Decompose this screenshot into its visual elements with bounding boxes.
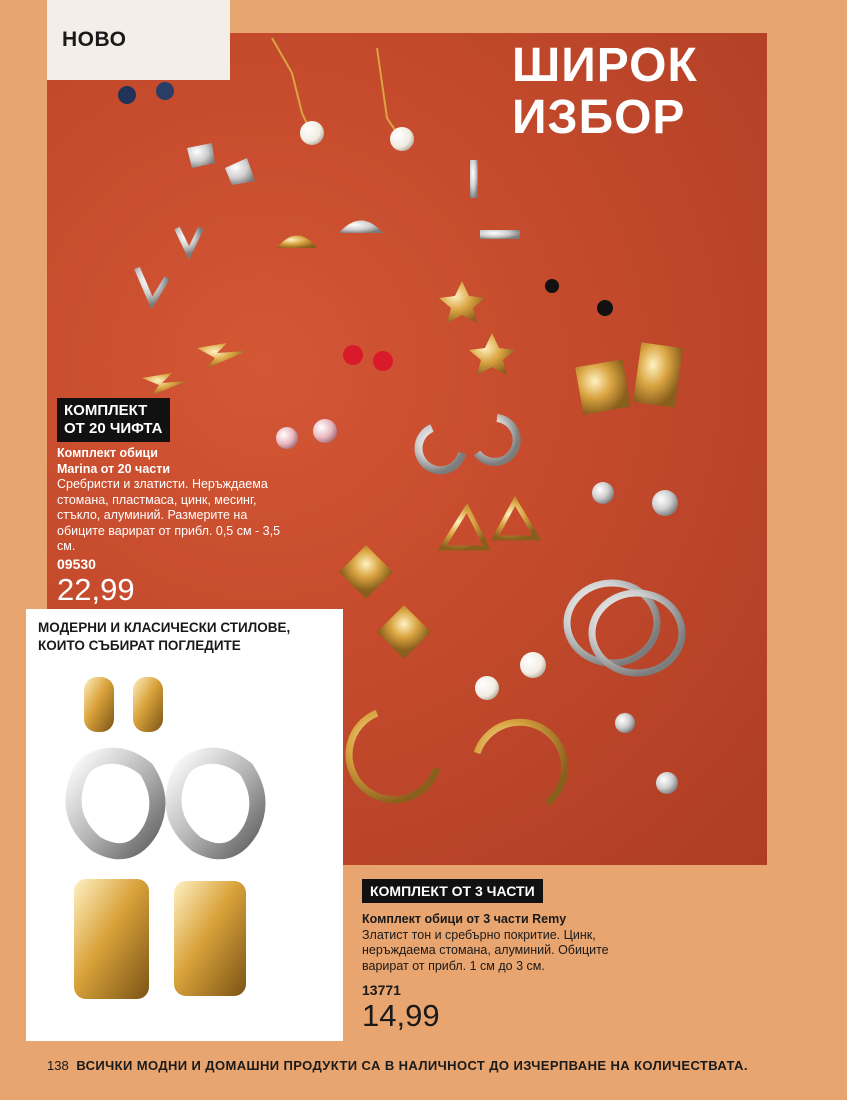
set20-tag-line2: ОТ 20 ЧИФТА xyxy=(64,420,163,437)
set3-name: Комплект обици от 3 части Remy xyxy=(362,912,567,926)
set3-price: 14,99 xyxy=(362,998,440,1033)
set20-name-line2: Marina от 20 части xyxy=(57,461,171,476)
set3-panel xyxy=(26,609,343,1041)
footer xyxy=(47,1058,748,1073)
new-badge: НОВО xyxy=(47,0,230,80)
set3-illustration xyxy=(26,609,343,1041)
headline xyxy=(512,40,698,144)
set20-name-line1: Комплект обици xyxy=(57,446,158,460)
panel-title-line2: КОИТО СЪБИРАТ ПОГЛЕДИТЕ xyxy=(38,638,241,653)
availability-notice: ВСИЧКИ МОДНИ И ДОМАШНИ ПРОДУКТИ СА В НАЛИЧНОСТ ДО ИЗЧЕРПВАНЕ НА КОЛИЧЕСТВАТА. xyxy=(76,1058,748,1073)
set20-description: Сребристи и златисти. Неръждаема стомана, пластмаса, цинк, месинг, стъкло, алуминий. Размерите на обиците варират от прибл. 0,5 см - 3,5 см. xyxy=(57,477,281,553)
set3-description-block xyxy=(362,912,652,974)
set20-description-block xyxy=(57,446,287,555)
set3-product-code: 13771 xyxy=(362,982,401,998)
set20-tag-line1: КОМПЛЕКТ xyxy=(64,402,148,419)
headline-line2: ИЗБОР xyxy=(512,91,686,144)
headline-line1: ШИРОК xyxy=(512,39,698,92)
set20-product-code: 09530 xyxy=(57,556,96,572)
page-number: 138 xyxy=(47,1058,69,1073)
panel-title-line1: МОДЕРНИ И КЛАСИЧЕСКИ СТИЛОВЕ, xyxy=(38,620,291,635)
set20-tag xyxy=(57,398,170,442)
set3-tag: КОМПЛЕКТ ОТ 3 ЧАСТИ xyxy=(362,879,543,903)
set3-description: Златист тон и сребърно покритие. Цинк, неръждаема стомана, алуминий. Обиците варират от прибл. 1 см до 3 см. xyxy=(362,927,609,973)
set20-price: 22,99 xyxy=(57,572,135,607)
